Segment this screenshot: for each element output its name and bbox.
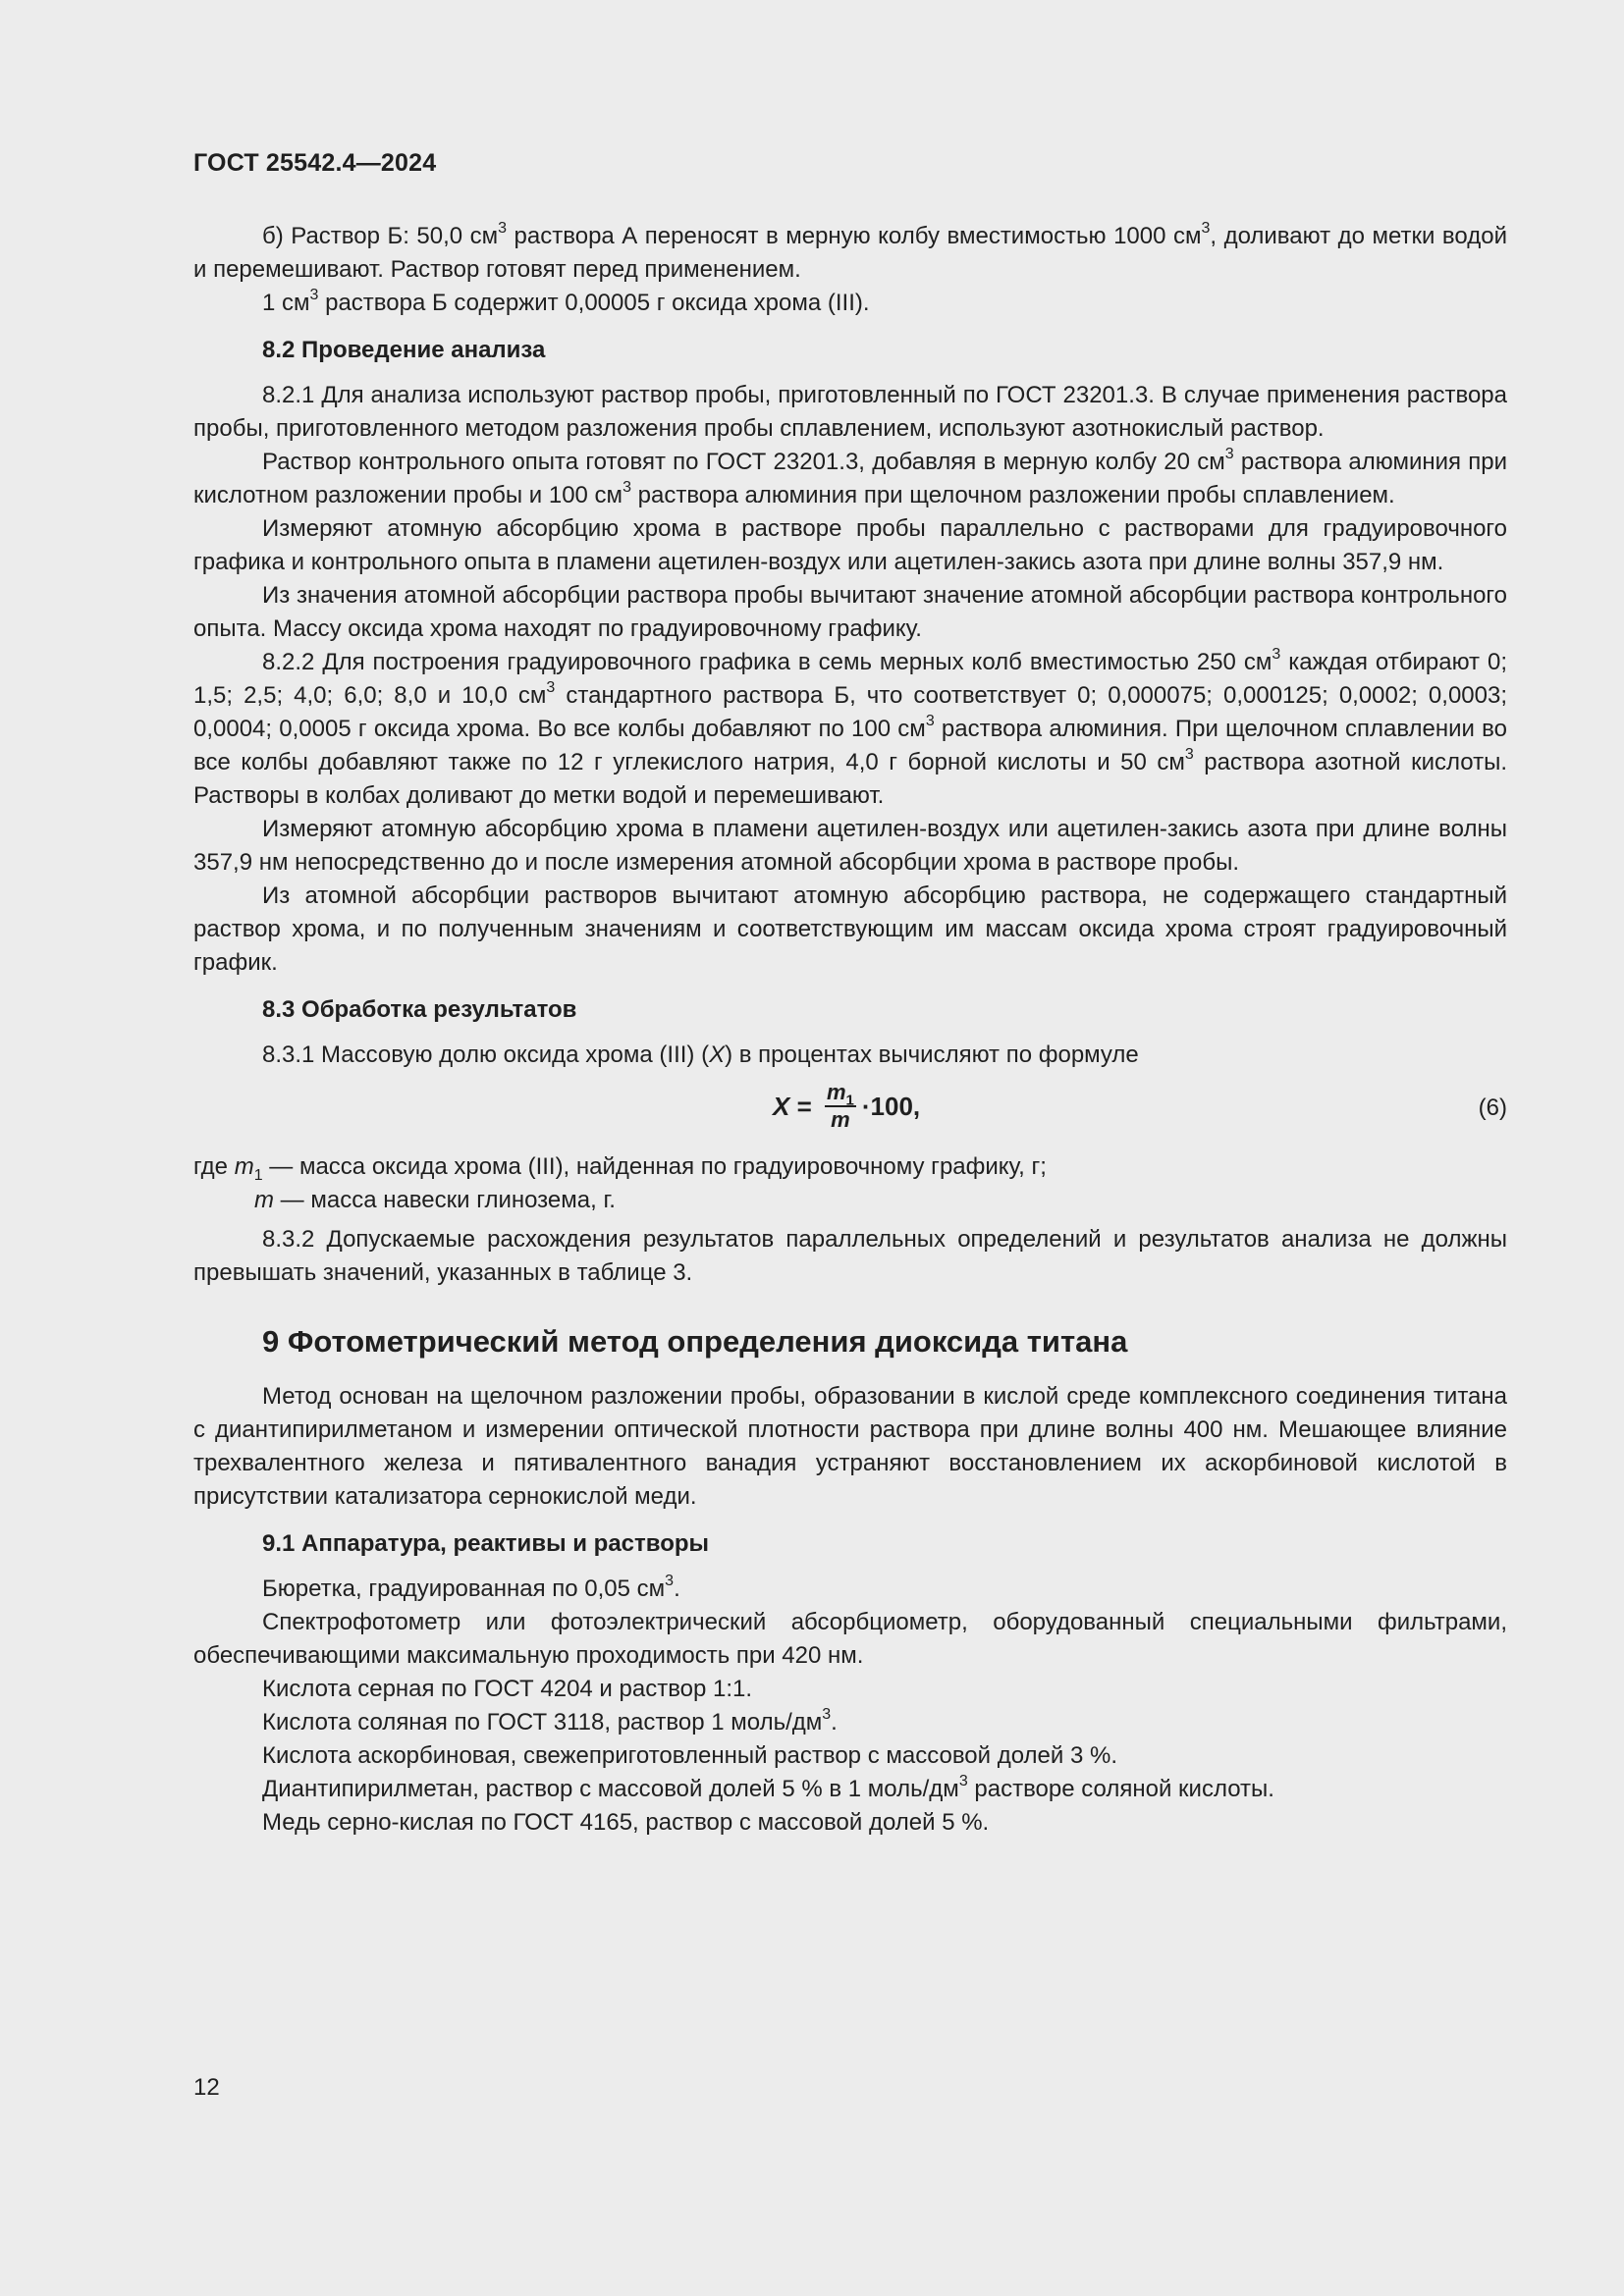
paragraph-subtract-control: Из значения атомной абсорбции раствора пробы вычитают значение атомной абсорбции раствора контрольного опыта. Массу оксида хрома находят по градуировочному графику. xyxy=(193,582,1507,642)
paragraph-solution-b-content: 1 $см^3$ раствора Б содержит 0,00005 г оксида хрома (III). xyxy=(262,287,870,316)
formula-number: (6) xyxy=(1478,1095,1507,1121)
formula-expression: X = $\frac{m_1}{m}$ ·100, xyxy=(773,1080,921,1132)
paragraph-8-3-2: 8.3.2 Допускаемые расхождения результатов параллельных определений и результатов анализа не должны превышать значений, указанных в таблице 3. xyxy=(193,1226,1507,1286)
paragraph-method-description: Метод основан на щелочном разложении пробы, образовании в кислой среде комплексного соединения титана с диантипирилметаном и измерении оптической плотности раствора при длине волны 400 нм. Мешающее влияние трехвалентного железа и пятивалентного ванадия устраняют восстановлением их аскорбиновой кислотой в присутствии катализатора сернокислой меди. xyxy=(193,1383,1507,1510)
list-item-copper-sulfate: Медь серно-кислая по ГОСТ 4165, раствор с массовой долей 5 %. xyxy=(262,1809,990,1836)
paragraph-solution-b: б) Раствор Б: 50,0 $см^3$ раствора А переносят в мерную колбу вместимостью 1000 $см^3$, доливают до метки водой и перемешивают. Раствор готовят перед применением. xyxy=(193,220,1507,283)
paragraph-build-graph: Из атомной абсорбции растворов вычитают атомную абсорбцию раствора, не содержащего стандартный раствор хрома, и по полученным значениям и соответствующим им массам оксида хрома строят градуировочный график. xyxy=(193,882,1507,976)
page-number: 12 xyxy=(193,2074,220,2101)
section-heading-9-1: 9.1 Аппаратура, реактивы и растворы xyxy=(262,1530,710,1557)
paragraph-measure-before-after: Измеряют атомную абсорбцию хрома в пламени ацетилен-воздух или ацетилен-закись азота при длине волны 357,9 нм непосредственно до и после измерения атомной абсорбции хрома в растворе пробы. xyxy=(193,816,1507,876)
paragraph-measure-absorption: Измеряют атомную абсорбцию хрома в растворе пробы параллельно с растворами для градуировочного графика и контрольного опыта в пламени ацетилен-воздух или ацетилен-закись азота при длине волны 357,9 нм. xyxy=(193,515,1507,575)
formula-legend-m1: где $m_1$ — масса оксида хрома (III), найденная по градуировочному графику, г; xyxy=(193,1153,1047,1184)
paragraph-8-3-1: 8.3.1 Массовую долю оксида хрома (III) (X) в процентах вычисляют по формуле xyxy=(262,1041,1139,1068)
section-heading-8-2: 8.2 Проведение анализа xyxy=(262,337,546,363)
paragraph-control-solution: Раствор контрольного опыта готовят по ГОСТ 23201.3, добавляя в мерную колбу 20 $см^3$ раствора алюминия при кислотном разложении пробы и 100 $см^3$ раствора алюминия при щелочном разложении пробы сплавлением. xyxy=(193,446,1508,508)
formula-6 xyxy=(193,1080,1507,1141)
list-item-burette: Бюретка, градуированная по 0,05 $см^3$. xyxy=(262,1573,680,1602)
list-item-sulfuric-acid: Кислота серная по ГОСТ 4204 и раствор 1:1. xyxy=(262,1676,753,1702)
list-item-hydrochloric-acid: Кислота соляная по ГОСТ 3118, раствор 1 моль/$дм^3$. xyxy=(262,1706,838,1735)
standard-title: ГОСТ 25542.4—2024 xyxy=(193,149,437,177)
document-body xyxy=(193,220,1507,1840)
section-heading-8-3: 8.3 Обработка результатов xyxy=(262,996,577,1023)
section-heading-9: 9 Фотометрический метод определения диоксида титана xyxy=(262,1324,1128,1359)
list-item-spectrophotometer: Спектрофотометр или фотоэлектрический абсорбциометр, оборудованный специальными фильтрами, обеспечивающими максимальную проходимость при 420 нм. xyxy=(193,1609,1507,1669)
paragraph-8-2-1: 8.2.1 Для анализа используют раствор пробы, приготовленный по ГОСТ 23201.3. В случае применения раствора пробы, приготовленного методом разложения пробы сплавлением, используют азотнокислый раствор. xyxy=(193,382,1507,442)
formula-legend-m: m — масса навески глинозема, г. xyxy=(254,1187,616,1213)
list-item-diantipyrylmethane: Диантипирилметан, раствор с массовой долей 5 % в 1 моль/$дм^3$ растворе соляной кислоты. xyxy=(262,1773,1274,1802)
list-item-ascorbic-acid: Кислота аскорбиновая, свежеприготовленный раствор с массовой долей 3 %. xyxy=(262,1742,1117,1769)
paragraph-8-2-2: 8.2.2 Для построения градуировочного графика в семь мерных колб вместимостью 250 $см^3$ каждая отбирают 0; 1,5; 2,5; 4,0; 6,0; 8,0 и 10,0 $см^3$ стандартного раствора Б, что соответствует 0; 0,000075; 0,000125; 0,0002; 0,0003; 0,0004; 0,0005 г оксида хрома. Во все колбы добавляют по 100 $см^3$ раствора алюминия. При щелочном сплавлении во все колбы добавляют также по 12 г углекислого натрия, 4,0 г борной кислоты и 50 $см^3$ раствора азотной кислоты. Растворы в колбах доливают до метки водой и перемешивают. xyxy=(193,646,1508,809)
formula-fraction: $\frac{m_1}{m}$ xyxy=(826,1080,854,1132)
